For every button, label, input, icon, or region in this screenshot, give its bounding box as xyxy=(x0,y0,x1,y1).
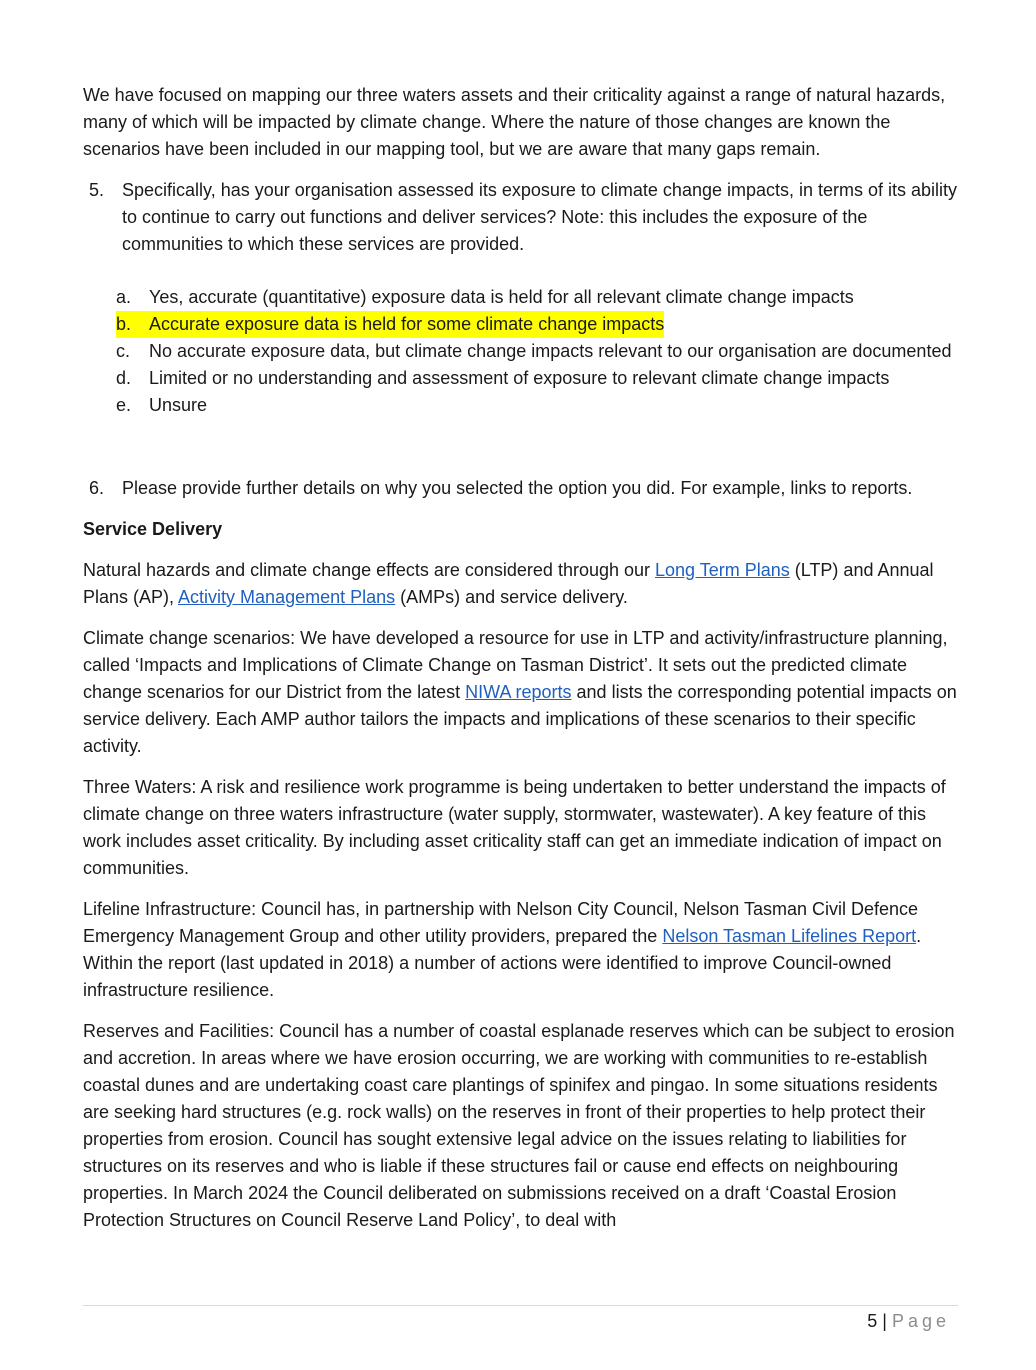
text-run: Natural hazards and climate change effects are considered through our xyxy=(83,560,656,580)
option-letter: d. xyxy=(116,368,132,388)
page-number: 5 xyxy=(867,1311,878,1331)
text-run: (LTP) and Annual Plans (AP), xyxy=(83,560,934,607)
question-text: Please provide further details on why you selected the option you did. For example, links to reports. xyxy=(122,478,913,498)
option-text: Limited or no understanding and assessment of exposure to relevant climate change impacts xyxy=(149,368,890,388)
paragraph-lifeline xyxy=(83,896,963,1004)
question-6 xyxy=(89,475,963,502)
question-number: 6. xyxy=(89,478,105,498)
text-run: (AMPs) and service delivery. xyxy=(395,587,628,607)
option-a xyxy=(116,284,963,311)
footer-divider xyxy=(83,1305,958,1306)
question-number: 5. xyxy=(89,180,105,200)
section-heading: Service Delivery xyxy=(83,519,223,539)
paragraph-climate-scenarios xyxy=(83,625,963,760)
page-footer xyxy=(867,1309,950,1333)
paragraph-plans xyxy=(83,557,963,611)
text-run: Lifeline Infrastructure: Council has, in partnership with Nelson City Council, Nelson Tasman Civil Defence Emergency Management Group and other utility providers, prepared the xyxy=(83,899,919,946)
niwa-reports-link[interactable]: NIWA reports xyxy=(465,682,572,702)
long-term-plans-link[interactable]: Long Term Plans xyxy=(655,560,790,580)
question-text: Specifically, has your organisation assessed its exposure to climate change impacts, in terms of its ability to continue to carry out functions and deliver services? Note: this includes the exposure of the communities to which these services are provided. xyxy=(122,180,958,254)
option-letter: b. xyxy=(116,314,132,334)
option-text: Yes, accurate (quantitative) exposure data is held for all relevant climate change impacts xyxy=(149,287,854,307)
option-letter: a. xyxy=(116,287,132,307)
option-letter: c. xyxy=(116,341,131,361)
option-b-selected xyxy=(116,311,664,338)
text-run: Climate change scenarios: We have developed a resource for use in LTP and activity/infrastructure planning, called ‘Impacts and Implications of Climate Change on Tasman District’. It sets out the predicted climate change scenarios for our District from the latest xyxy=(83,628,948,702)
option-text: Accurate exposure data is held for some climate change impacts xyxy=(149,314,665,334)
page-label: Page xyxy=(891,1311,950,1331)
lifelines-report-link[interactable]: Nelson Tasman Lifelines Report xyxy=(662,926,917,946)
activity-management-plans-link[interactable]: Activity Management Plans xyxy=(178,587,396,607)
footer-separator: | xyxy=(882,1311,887,1331)
option-text: No accurate exposure data, but climate change impacts relevant to our organisation are documented xyxy=(149,341,952,361)
intro-paragraph: We have focused on mapping our three waters assets and their criticality against a range of natural hazards, many of which will be impacted by climate change. Where the nature of those changes are known the scenarios have been included in our mapping tool, but we are aware that many gaps remain. xyxy=(83,85,946,159)
paragraph-reserves: Reserves and Facilities: Council has a number of coastal esplanade reserves which can be subject to erosion and accretion. In areas where we have erosion occurring, we are working with communities to re-establish coastal dunes and are undertaking coast care plantings of spinifex and pingao. In some situations residents are seeking hard structures (e.g. rock walls) on the reserves in front of their properties to help protect their properties from erosion. Council has sought extensive legal advice on the issues relating to liabilities for structures on its reserves and who is liable if these structures fail or cause end effects on neighbouring properties. In March 2024 the Council deliberated on submissions received on a draft ‘Coastal Erosion Protection Structures on Council Reserve Land Policy’, to deal with xyxy=(83,1021,955,1230)
option-e xyxy=(116,392,963,419)
question-5 xyxy=(89,177,963,258)
text-run: and lists the corresponding potential impacts on service delivery. Each AMP author tailors the impacts and implications of these scenarios to their specific activity. xyxy=(83,682,957,756)
option-d xyxy=(116,365,963,392)
option-letter: e. xyxy=(116,395,132,415)
text-run: . Within the report (last updated in 2018) a number of actions were identified to improve Council-owned infrastructure resilience. xyxy=(83,926,922,1000)
document-page xyxy=(83,82,963,1248)
option-c xyxy=(116,338,963,365)
paragraph-three-waters: Three Waters: A risk and resilience work programme is being undertaken to better understand the impacts of climate change on three waters infrastructure (water supply, stormwater, wastewater). A key feature of this work includes asset criticality. By including asset criticality staff can get an immediate indication of impact on communities. xyxy=(83,777,946,878)
question-5-options xyxy=(116,284,963,419)
option-text: Unsure xyxy=(149,395,208,415)
